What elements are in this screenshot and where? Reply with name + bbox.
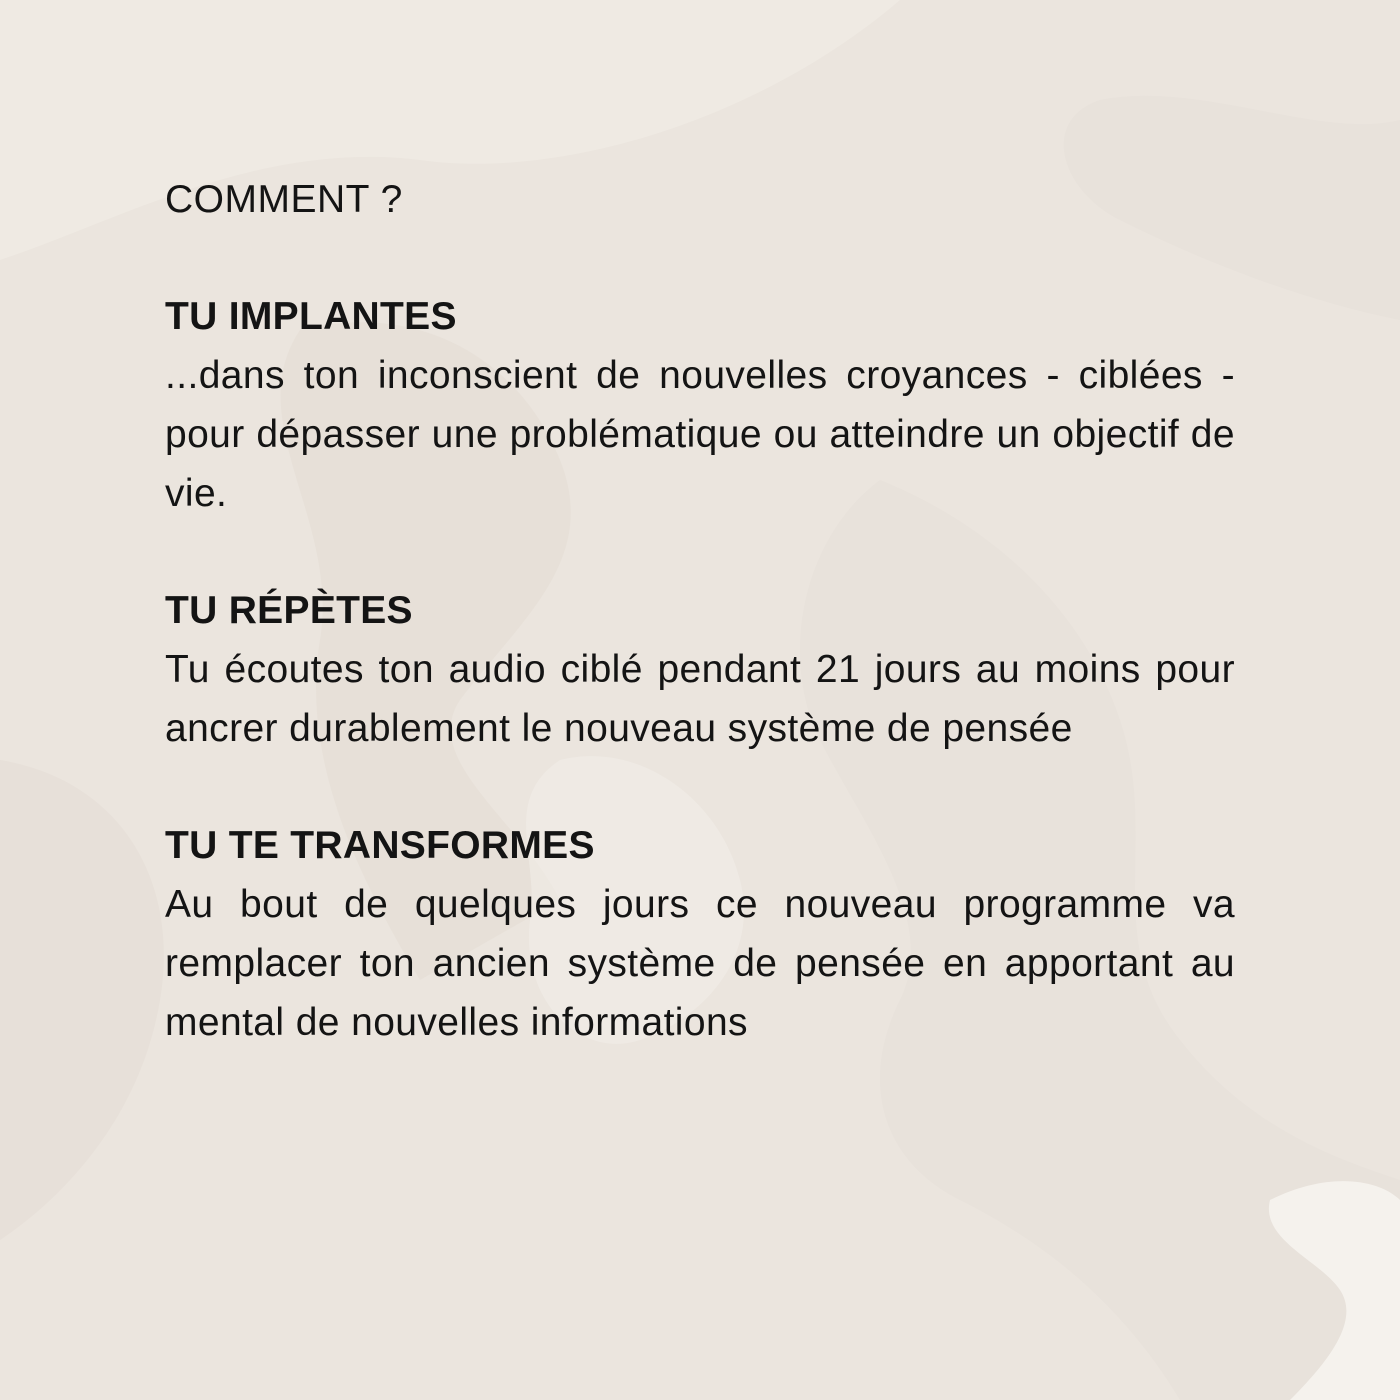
section-body: Tu écoutes ton audio ciblé pendant 21 jours au moins pour ancrer durablement le nouveau système de pensée [165, 648, 1235, 750]
intro-heading: COMMENT ? [165, 178, 403, 221]
section-title: TU RÉPÈTES [165, 589, 413, 632]
section-transformes [165, 816, 1235, 1052]
section-body: ...dans ton inconscient de nouvelles croyances - ciblées - pour dépasser une problématique ou atteindre un objectif de vie. [165, 354, 1235, 515]
section-title: TU TE TRANSFORMES [165, 824, 595, 867]
text-content [165, 170, 1235, 1110]
section-body: Au bout de quelques jours ce nouveau programme va remplacer ton ancien système de pensée en apportant au mental de nouvelles informations [165, 883, 1235, 1044]
section-implantes [165, 287, 1235, 523]
section-repetes [165, 581, 1235, 758]
section-title: TU IMPLANTES [165, 295, 457, 338]
